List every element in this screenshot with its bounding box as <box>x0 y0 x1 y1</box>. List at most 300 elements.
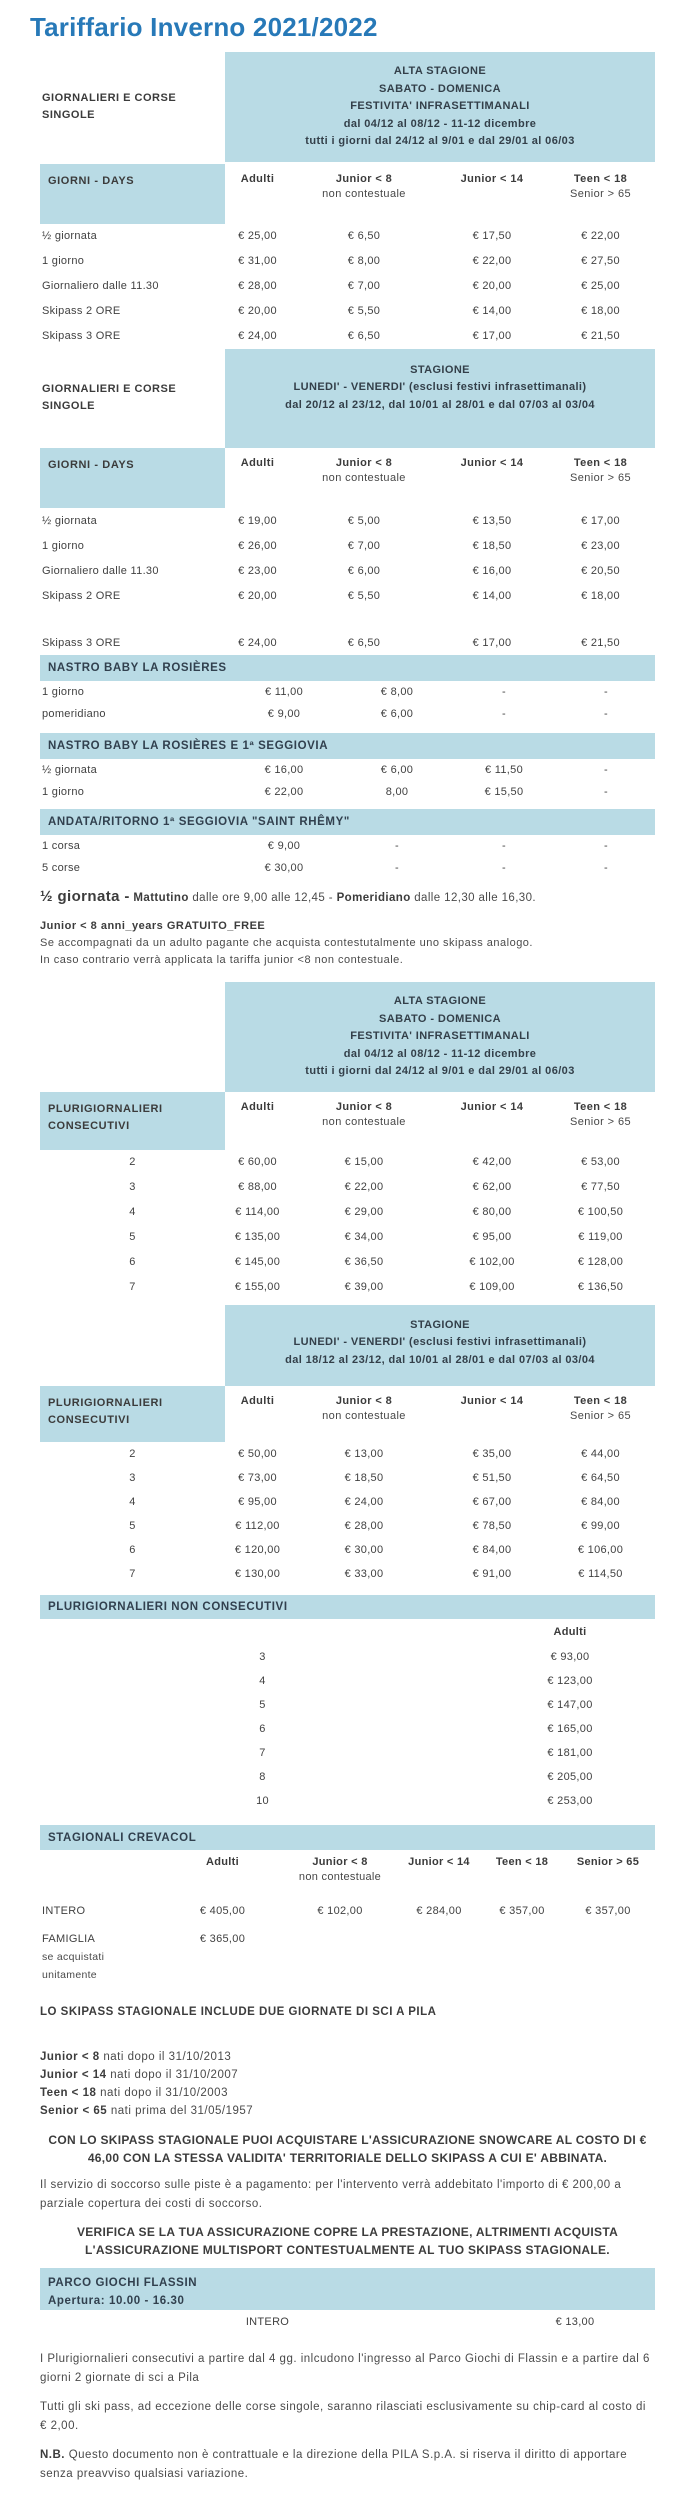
price-junior14: € 80,00 <box>472 1206 512 1218</box>
column-header-junior8: Junior < 8 non contestuale <box>322 1395 406 1422</box>
row-label: Skipass 3 ORE <box>42 330 121 342</box>
row-days-count: 6 <box>129 1256 136 1268</box>
price-teen-senior: € 53,00 <box>581 1156 620 1168</box>
age-definition-line <box>40 2048 655 2066</box>
price-row <box>40 558 655 583</box>
side-label-giornalieri: GIORNALIERI E CORSE SINGOLE <box>42 91 177 121</box>
age-category: Senior < 65 <box>40 2105 108 2117</box>
season-box-line: ALTA STAGIONE <box>393 65 487 77</box>
price-adulti: € 25,00 <box>238 230 277 242</box>
column-header-adulti: Adulti <box>206 1856 239 1868</box>
price-adulti: € 112,00 <box>235 1520 280 1532</box>
nonconsec-header <box>40 1619 655 1645</box>
price-row <box>40 533 655 558</box>
band-andata-ritorno-seggiovia: ANDATA/RITORNO 1ª SEGGIOVIA "SAINT RHÊMY" <box>40 809 655 835</box>
price-adulti: € 22,00 <box>264 786 304 798</box>
price-junior8: € 5,50 <box>347 305 381 317</box>
age-rule: nati dopo il 31/10/2003 <box>100 2087 228 2099</box>
price-adulti: € 24,00 <box>238 330 277 342</box>
column-header-junior14: Junior < 14 <box>460 457 524 469</box>
price-teen-senior: € 18,00 <box>581 305 620 317</box>
price-adulti: € 145,00 <box>234 1256 281 1268</box>
column-header-junior8: Junior < 8 non contestuale <box>298 1856 382 1883</box>
price-junior8: € 24,00 <box>344 1496 384 1508</box>
row-label: 1 corsa <box>42 840 81 852</box>
band-stagionali-crevacol: STAGIONALI CREVACOL <box>40 1825 655 1850</box>
pluri-stagione-rows <box>40 1442 655 1586</box>
price-adulti: € 93,00 <box>550 1651 590 1663</box>
price-row <box>40 1741 655 1765</box>
famiglia-sub1: se acquistati <box>42 1951 105 1963</box>
row-label: 5 corse <box>42 862 81 874</box>
flassin-opening-hours: Apertura: 10.00 - 16.30 <box>48 2295 185 2307</box>
price-adulti: € 95,00 <box>238 1496 277 1508</box>
age-category: Teen < 18 <box>40 2087 97 2099</box>
price-junior8: € 6,00 <box>347 564 381 577</box>
row-label: pomeridiano <box>42 708 106 720</box>
note-soccorso: Il servizio di soccorso sulle piste è a pagamento: per l'intervento verrà addebitato l'importo di € 200,00 a parziale copertura dei costi di soccorso. <box>40 2179 622 2210</box>
row-days-count: 4 <box>259 1675 266 1687</box>
note-mattutino-hours: dalle ore 9,00 alle 12,45 - <box>192 892 333 904</box>
price-junior8: € 13,00 <box>344 1448 384 1460</box>
row-days-count: 3 <box>259 1651 266 1663</box>
price-junior8: € 34,00 <box>344 1231 384 1243</box>
column-header-teen-senior: Teen < 18 Senior > 65 <box>570 172 631 200</box>
row-label: 1 giorno <box>42 786 85 798</box>
price-adulti: € 23,00 <box>238 564 277 577</box>
price-junior8: € 6,50 <box>347 330 381 342</box>
age-definition-line <box>40 2102 655 2120</box>
corner-cell: GIORNI - DAYS <box>40 448 225 508</box>
season-box-line: FESTIVITA' INFRASETTIMANALI <box>350 100 530 112</box>
note-junior-free <box>40 918 655 969</box>
price-teen-senior: € 100,50 <box>577 1206 624 1218</box>
age-category: Junior < 14 <box>40 2069 107 2081</box>
price-junior14: € 42,00 <box>472 1156 512 1168</box>
column-header-adulti: Adulti <box>553 1626 587 1638</box>
row-label: Giornaliero dalle 11.30 <box>42 280 159 292</box>
note-mattutino: Mattutino <box>133 892 189 904</box>
price-junior14: € 13,50 <box>472 514 512 527</box>
band-nastro-baby: NASTRO BABY LA ROSIÈRES <box>40 655 655 681</box>
column-header-junior14: Junior < 14 <box>460 1100 524 1113</box>
price-adulti: € 19,00 <box>238 514 277 527</box>
price-junior8: € 33,00 <box>344 1568 384 1580</box>
row-days-count: 6 <box>129 1544 136 1556</box>
table-header-giorni-days <box>40 164 655 224</box>
footer-note-chipcard: Tutti gli ski pass, ad eccezione delle corse singole, saranno rilasciati esclusivamente su chip-card al costo di € 2,00. <box>40 2401 646 2432</box>
price-junior8: € 7,00 <box>347 280 381 292</box>
price-teen-senior: € 77,50 <box>581 1181 620 1193</box>
price-junior14: - <box>502 862 506 874</box>
band-nastro-baby-seggiovia: NASTRO BABY LA ROSIÈRES E 1ª SEGGIOVIA <box>40 733 655 759</box>
row-label: INTERO <box>245 2316 290 2328</box>
price-teen-senior: € 44,00 <box>581 1448 620 1460</box>
section-pluri-alta <box>40 982 655 1092</box>
season-box-line: STAGIONE <box>410 1318 470 1331</box>
note-half-day-lead: ½ giornata - <box>40 888 130 905</box>
season-box-line: dal 20/12 al 23/12, dal 10/01 al 28/01 e dal 07/03 al 03/04 <box>285 398 595 411</box>
page-title: Tariffario Inverno 2021/2022 <box>30 12 378 42</box>
price-junior14: € 20,00 <box>472 280 512 292</box>
price-row <box>40 1466 655 1490</box>
price-junior8: € 28,00 <box>344 1520 384 1532</box>
price-adulti: € 405,00 <box>199 1905 246 1917</box>
column-header-adulti: Adulti <box>240 457 275 469</box>
price-junior14: € 22,00 <box>472 255 512 267</box>
price-teen-senior: - <box>604 686 608 698</box>
price-row <box>40 583 655 608</box>
row-label: 1 giorno <box>42 255 85 267</box>
price-adulti: € 31,00 <box>238 255 277 267</box>
corner-cell: PLURIGIORNALIERI CONSECUTIVI <box>40 1092 225 1150</box>
empty-cell <box>395 1930 483 1990</box>
column-header-adulti: Adulti <box>240 1395 275 1407</box>
price-junior14: € 78,50 <box>472 1520 512 1532</box>
empty-cell <box>285 1930 395 1990</box>
seggiovia-rows <box>40 835 655 879</box>
price-adulti: € 11,00 <box>265 686 303 698</box>
spacer <box>40 1856 160 1892</box>
price-teen-senior: € 17,00 <box>581 514 620 527</box>
price-junior8: € 5,00 <box>347 514 381 527</box>
price-adulti: € 73,00 <box>238 1472 277 1484</box>
nastro-baby-seggiovia-rows <box>40 759 655 803</box>
price-teen-senior: € 64,50 <box>581 1472 620 1484</box>
row-days-count: 5 <box>129 1520 136 1532</box>
price-teen-senior: € 128,00 <box>577 1256 624 1268</box>
note-half-day <box>40 887 655 908</box>
note-junior-free-line1: Se accompagnati da un adulto pagante che acquista contestutalmente uno skipass analogo. <box>40 937 533 949</box>
row-days-count: 6 <box>259 1723 266 1735</box>
price-row <box>40 508 655 533</box>
nb-text: Questo documento non è contrattuale e la direzione della PILA S.p.A. si riserva il diritto di apportare senza preavviso qualsiasi variazione. <box>40 2449 628 2480</box>
price-teen: € 357,00 <box>499 1905 545 1917</box>
season-box-line: SABATO - DOMENICA <box>379 1012 501 1025</box>
price-teen-senior: - <box>604 862 608 874</box>
season-box-line: dal 18/12 al 23/12, dal 10/01 al 28/01 e dal 07/03 al 03/04 <box>285 1353 595 1366</box>
corner-cell: PLURIGIORNALIERI CONSECUTIVI <box>40 1386 225 1442</box>
price-junior14: - <box>502 686 506 698</box>
crevacol-row-famiglia <box>40 1930 655 1990</box>
price-junior14: € 84,00 <box>472 1544 512 1556</box>
corner-cell: GIORNI - DAYS <box>40 164 225 224</box>
price-teen-senior: € 136,50 <box>577 1281 624 1293</box>
row-days-count: 4 <box>129 1496 136 1508</box>
price-row <box>40 759 655 781</box>
price-teen-senior: - <box>604 786 608 798</box>
price-junior14: € 17,00 <box>472 330 512 342</box>
price-junior8: € 22,00 <box>344 1181 384 1193</box>
price-junior8: € 6,00 <box>380 764 414 776</box>
row-days-count: 3 <box>129 1472 136 1484</box>
price-junior14: € 109,00 <box>469 1281 515 1293</box>
price-senior: € 357,00 <box>585 1905 631 1917</box>
price-teen-senior: € 21,50 <box>581 636 620 649</box>
row-label: ½ giornata <box>42 764 97 776</box>
season-box-line: STAGIONE <box>410 363 470 376</box>
price-junior14: € 51,50 <box>472 1472 512 1484</box>
column-header-junior14: Junior < 14 <box>460 172 524 185</box>
age-definition-line <box>40 2084 655 2102</box>
price-teen-senior: € 20,50 <box>581 564 620 577</box>
column-header-adulti: Adulti <box>240 1100 275 1113</box>
season-box-lines <box>225 982 655 1092</box>
price-adulti: € 30,00 <box>264 862 304 874</box>
famiglia-sub2: unitamente <box>42 1969 97 1981</box>
band-pluri-non-consecutivi: PLURIGIORNALIERI NON CONSECUTIVI <box>40 1595 655 1619</box>
price-adulti: € 114,00 <box>235 1206 280 1218</box>
price-adulti: € 24,00 <box>238 636 277 649</box>
season-box-line: dal 04/12 al 08/12 - 11-12 dicembre <box>343 117 537 130</box>
price-adulti: € 16,00 <box>264 764 304 776</box>
row-days-count: 7 <box>129 1281 136 1293</box>
price-junior8: - <box>395 862 399 874</box>
season-box-lines <box>225 349 655 449</box>
season-box-line: FESTIVITA' INFRASETTIMANALI <box>350 1030 530 1042</box>
section-giornalieri-stagione <box>40 349 655 449</box>
price-junior8: € 6,00 <box>380 708 414 720</box>
note-verifica: VERIFICA SE LA TUA ASSICURAZIONE COPRE LA PRESTAZIONE, ALTRIMENTI ACQUISTA L'ASSICURAZIONE MULTISPORT CONTESTUALMENTE AL TUO SKIPASS STAGIONALE. <box>76 2225 619 2257</box>
row-label: Skipass 2 ORE <box>42 305 121 317</box>
row-label: INTERO <box>42 1905 86 1917</box>
price-row <box>40 1669 655 1693</box>
price-adulti: € 20,00 <box>238 305 277 317</box>
price-row <box>40 1717 655 1741</box>
price-junior8: - <box>395 840 399 852</box>
price-row <box>40 299 655 324</box>
price-junior8: € 30,00 <box>344 1544 384 1556</box>
price-row <box>40 835 655 857</box>
price-teen-senior: € 84,00 <box>581 1496 620 1508</box>
price-adulti: € 120,00 <box>234 1544 281 1556</box>
section-pluri-stagione <box>40 1305 655 1387</box>
footer-note-plurigiornalieri: I Plurigiornalieri consecutivi a partire dal 4 gg. inlcudono l'ingresso al Parco Giochi di Flassin e a partire dal 6 giorni 2 giornate di sci a Pila <box>40 2353 650 2384</box>
price-adulti: € 181,00 <box>547 1747 593 1759</box>
price-junior8: € 7,00 <box>347 539 381 552</box>
row-days-count: 2 <box>129 1156 136 1168</box>
price-junior14: € 67,00 <box>472 1496 512 1508</box>
price-row <box>40 1250 655 1275</box>
band-parco-giochi-flassin <box>40 2268 655 2310</box>
price-adulti: € 135,00 <box>234 1231 281 1243</box>
price-row <box>40 1150 655 1175</box>
price-row <box>40 857 655 879</box>
note-junior-free-line2: In caso contrario verrà applicata la tariffa junior <8 non contestuale. <box>40 954 404 966</box>
column-header-junior14: Junior < 14 <box>460 1395 524 1407</box>
price-teen-senior: - <box>604 840 608 852</box>
crevacol-header <box>40 1850 655 1892</box>
season-box-line: ALTA STAGIONE <box>393 995 487 1007</box>
price-row <box>40 1200 655 1225</box>
price-row <box>40 1765 655 1789</box>
price-adulti: € 60,00 <box>238 1156 277 1168</box>
tariffario-page <box>30 12 655 2484</box>
season-box-lines <box>225 52 655 162</box>
column-header-junior8: Junior < 8 non contestuale <box>322 1100 406 1128</box>
price-junior14: € 95,00 <box>472 1231 512 1243</box>
price-junior8: € 29,00 <box>344 1206 384 1218</box>
price-teen-senior: € 99,00 <box>581 1520 620 1532</box>
price-adulti: € 147,00 <box>547 1699 593 1711</box>
note-junior-free-title: Junior < 8 anni_years GRATUITO_FREE <box>40 920 266 932</box>
price-junior14: € 14,00 <box>472 305 512 317</box>
row-label: ½ giornata <box>42 514 97 527</box>
price-row-skipass3 <box>40 630 655 655</box>
price-junior14: € 16,00 <box>472 564 512 577</box>
price-teen-senior: € 18,00 <box>581 589 620 602</box>
price-row <box>40 1225 655 1250</box>
price-junior14: € 17,50 <box>472 230 512 242</box>
column-header-adulti: Adulti <box>240 172 275 185</box>
price-teen-senior: - <box>604 708 608 720</box>
row-days-count: 10 <box>256 1795 269 1807</box>
price-junior14: € 91,00 <box>472 1568 512 1580</box>
age-definition-line <box>40 2066 655 2084</box>
price-junior14: € 15,50 <box>484 786 524 798</box>
footer-note-nb <box>40 2446 655 2484</box>
price-adulti: € 123,00 <box>547 1675 593 1687</box>
price-adulti: € 28,00 <box>238 280 277 292</box>
price-adulti: € 205,00 <box>547 1771 593 1783</box>
empty-cell <box>483 1930 561 1990</box>
price-junior8: € 15,00 <box>344 1156 384 1168</box>
row-label: Giornaliero dalle 11.30 <box>42 564 159 577</box>
row-days-count: 7 <box>259 1747 266 1759</box>
row-label: 1 giorno <box>42 539 85 552</box>
note-skipass-pila: LO SKIPASS STAGIONALE INCLUDE DUE GIORNATE DI SCI A PILA <box>40 2006 437 2018</box>
famiglia-label: FAMIGLIA <box>42 1933 96 1945</box>
season-box-lines <box>225 1305 655 1387</box>
price-teen-senior: € 22,00 <box>581 230 620 242</box>
table-header-plurigiornalieri <box>40 1092 655 1150</box>
season-box-line: tutti i giorni dal 24/12 al 9/01 e dal 29/01 al 06/03 <box>305 1065 575 1077</box>
age-rule: nati dopo il 31/10/2007 <box>110 2069 239 2081</box>
price-adulti: € 130,00 <box>234 1568 281 1580</box>
price-junior8: € 36,50 <box>344 1256 384 1268</box>
column-header-teen: Teen < 18 <box>495 1856 549 1868</box>
column-header-junior8: Junior < 8 non contestuale <box>322 172 406 200</box>
empty-cell <box>561 1930 655 1990</box>
price-row <box>40 1538 655 1562</box>
row-days-count: 2 <box>129 1448 136 1460</box>
price-row <box>40 1175 655 1200</box>
column-header-teen-senior: Teen < 18 Senior > 65 <box>570 457 631 484</box>
giornalieri-stagione-rows <box>40 508 655 608</box>
season-box-line: LUNEDI' - VENERDI' (esclusi festivi infrasettimanali) <box>293 1336 587 1348</box>
section-giornalieri-alta <box>40 52 655 162</box>
price-junior14: - <box>502 708 506 720</box>
price-junior14: € 14,00 <box>472 589 512 602</box>
season-box-alta-stagione <box>225 52 655 162</box>
price-adulti: € 365,00 <box>199 1933 246 1945</box>
table-header-plurigiornalieri <box>40 1386 655 1442</box>
note-pomeridiano-hours: dalle 12,30 alle 16,30. <box>414 892 536 904</box>
column-header-teen-senior: Teen < 18 Senior > 65 <box>570 1100 631 1128</box>
price-adulti: € 253,00 <box>547 1795 593 1807</box>
price-adulti: € 155,00 <box>234 1281 281 1293</box>
row-days-count: 5 <box>129 1231 136 1243</box>
nastro-baby-rows <box>40 681 655 725</box>
column-header-junior14: Junior < 14 <box>408 1856 470 1868</box>
price-adulti: € 88,00 <box>238 1181 277 1193</box>
season-box-line: SABATO - DOMENICA <box>379 82 501 95</box>
column-header-junior8: Junior < 8 non contestuale <box>322 457 406 484</box>
table-header-giorni-days <box>40 448 655 508</box>
season-box-line: LUNEDI' - VENERDI' (esclusi festivi infrasettimanali) <box>293 381 587 393</box>
price-row <box>40 781 655 803</box>
crevacol-row-intero <box>40 1892 655 1930</box>
price-teen-senior: € 23,00 <box>581 539 620 552</box>
price-row <box>40 274 655 299</box>
price-teen-senior: € 27,50 <box>581 255 620 267</box>
price-adulti: € 20,00 <box>238 589 277 602</box>
row-label: ½ giornata <box>42 230 97 242</box>
nonconsec-rows <box>40 1645 655 1813</box>
price-teen-senior: € 25,00 <box>581 280 620 292</box>
price-row <box>40 1693 655 1717</box>
price-row <box>40 1645 655 1669</box>
price-adulti: € 9,00 <box>267 840 301 852</box>
price-junior8: € 6,50 <box>347 636 381 649</box>
row-days-count: 8 <box>259 1771 266 1783</box>
season-box-stagione <box>225 349 655 449</box>
row-days-count: 5 <box>259 1699 266 1711</box>
price-row <box>40 1442 655 1466</box>
row-label: 1 giorno <box>42 686 85 698</box>
price-junior8: € 8,00 <box>380 686 414 698</box>
column-header-senior: Senior > 65 <box>576 1856 640 1868</box>
price-adulti: € 26,00 <box>238 539 277 552</box>
age-definitions <box>40 2048 655 2120</box>
row-label: Skipass 2 ORE <box>42 589 121 602</box>
price-intero: € 13,00 <box>555 2316 595 2328</box>
nb-label: N.B. <box>40 2449 65 2461</box>
price-row <box>40 324 655 349</box>
price-junior14: € 284,00 <box>416 1905 462 1917</box>
note-snowcare: CON LO SKIPASS STAGIONALE PUOI ACQUISTARE L'ASSICURAZIONE SNOWCARE AL COSTO DI € 46,00 CON LA STESSA VALIDITA' TERRITORIALE DELLO SKIPASS A CUI E' ABBINATA. <box>48 2133 647 2165</box>
age-rule: nati dopo il 31/10/2013 <box>103 2051 232 2063</box>
price-adulti: € 9,00 <box>267 708 301 720</box>
giornalieri-alta-rows <box>40 224 655 349</box>
price-row <box>40 681 655 703</box>
price-junior8: € 6,50 <box>347 230 381 242</box>
price-row <box>40 249 655 274</box>
price-junior14: € 18,50 <box>472 539 512 552</box>
price-junior8: € 18,50 <box>344 1472 384 1484</box>
price-junior8: € 8,00 <box>347 255 381 267</box>
age-rule: nati prima del 31/05/1957 <box>110 2105 254 2117</box>
note-pomeridiano: Pomeridiano <box>336 892 411 904</box>
row-days-count: 3 <box>129 1181 136 1193</box>
row-label <box>40 1930 160 1990</box>
row-days-count: 4 <box>129 1206 136 1218</box>
price-junior14: € 17,00 <box>472 636 512 649</box>
row-label: Skipass 3 ORE <box>42 636 121 649</box>
price-teen-senior: € 21,50 <box>581 330 620 342</box>
price-row <box>40 1514 655 1538</box>
season-box-alta-stagione <box>225 982 655 1092</box>
flassin-title: PARCO GIOCHI FLASSIN <box>48 2277 198 2289</box>
price-row <box>40 703 655 725</box>
price-junior8: € 5,50 <box>347 589 381 602</box>
price-junior8: € 102,00 <box>317 1905 363 1917</box>
row-days-count: 7 <box>129 1568 136 1580</box>
price-junior8: 8,00 <box>385 786 409 798</box>
price-teen-senior: € 119,00 <box>578 1231 623 1243</box>
price-junior14: € 62,00 <box>472 1181 512 1193</box>
pluri-alta-rows <box>40 1150 655 1300</box>
